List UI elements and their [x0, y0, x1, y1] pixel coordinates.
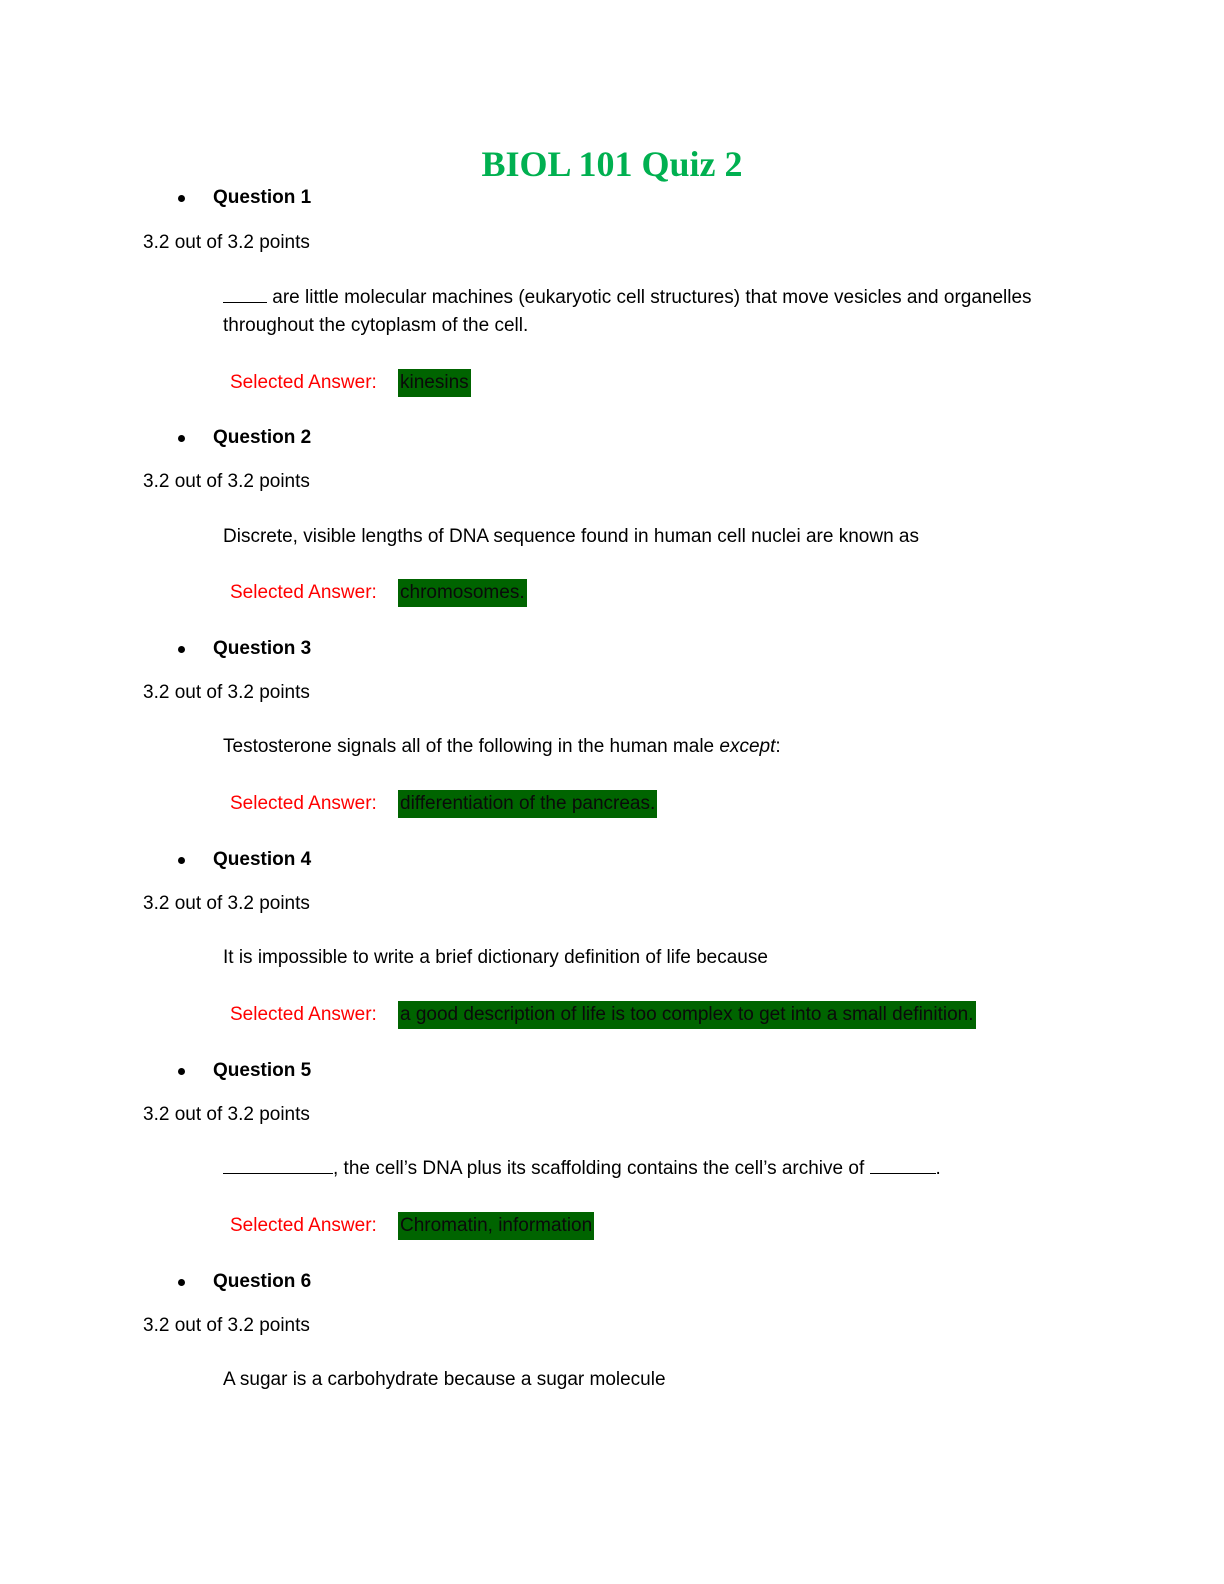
answer-blank [223, 1155, 333, 1174]
prompt-punctuation: . [935, 1158, 941, 1179]
question-prompt: Discrete, visible lengths of DNA sequence found in human cell nuclei are known as [223, 526, 919, 547]
selected-answer-label: Selected Answer: [230, 793, 377, 814]
points-score: 3.2 out of 3.2 points [143, 893, 310, 914]
question-prompt: A sugar is a carbohydrate because a sugar molecule [223, 1369, 666, 1390]
question-heading [178, 185, 311, 211]
prompt-text: , the cell’s DNA plus its scaffolding contains the cell’s archive of [333, 1158, 870, 1179]
question-prompt [223, 1155, 1103, 1183]
selected-answer-row [230, 790, 657, 818]
page-title: BIOL 101 Quiz 2 [481, 144, 743, 184]
points-score: 3.2 out of 3.2 points [143, 1104, 310, 1125]
points-score: 3.2 out of 3.2 points [143, 1315, 310, 1336]
question-label: Question 5 [213, 1060, 312, 1081]
points-score: 3.2 out of 3.2 points [143, 471, 310, 492]
question-heading [178, 1269, 311, 1295]
selected-answer-row [230, 579, 527, 607]
question-label: Question 6 [213, 1271, 312, 1292]
question-label: Question 1 [213, 187, 312, 208]
question-prompt: It is impossible to write a brief dictionary definition of life because [223, 947, 768, 968]
question-label: Question 2 [213, 427, 312, 448]
prompt-text: Testosterone signals all of the following in the human male [223, 736, 720, 757]
selected-answer-row [230, 1212, 594, 1240]
points-score: 3.2 out of 3.2 points [143, 682, 310, 703]
points-score: 3.2 out of 3.2 points [143, 232, 310, 253]
bullet-icon [178, 857, 185, 864]
selected-answer-label: Selected Answer: [230, 1215, 377, 1236]
selected-answer-value: chromosomes. [398, 579, 527, 607]
selected-answer-value: Chromatin, information [398, 1212, 594, 1240]
question-prompt [223, 733, 1103, 761]
question-label: Question 3 [213, 638, 312, 659]
selected-answer-row [230, 1001, 976, 1029]
question-heading [178, 847, 311, 873]
answer-blank [223, 284, 267, 303]
selected-answer-value: a good description of life is too complex to get into a small definition. [398, 1001, 976, 1029]
prompt-emphasis: except [719, 736, 776, 757]
bullet-icon [178, 195, 185, 202]
question-label: Question 4 [213, 849, 312, 870]
question-heading [178, 425, 311, 451]
bullet-icon [178, 1279, 185, 1286]
selected-answer-label: Selected Answer: [230, 1004, 377, 1025]
bullet-icon [178, 435, 185, 442]
question-heading [178, 636, 311, 662]
prompt-text: are little molecular machines (eukaryotic cell structures) that move vesicles and organelles throughout the cytoplasm of the cell. [223, 287, 1032, 336]
prompt-punctuation: : [775, 736, 781, 757]
question-heading [178, 1058, 311, 1084]
bullet-icon [178, 1068, 185, 1075]
selected-answer-value: kinesins [398, 369, 471, 397]
selected-answer-label: Selected Answer: [230, 372, 377, 393]
selected-answer-row [230, 369, 471, 397]
bullet-icon [178, 646, 185, 653]
question-prompt [223, 284, 1103, 340]
answer-blank [870, 1155, 936, 1174]
selected-answer-value: differentiation of the pancreas. [398, 790, 657, 818]
selected-answer-label: Selected Answer: [230, 582, 377, 603]
